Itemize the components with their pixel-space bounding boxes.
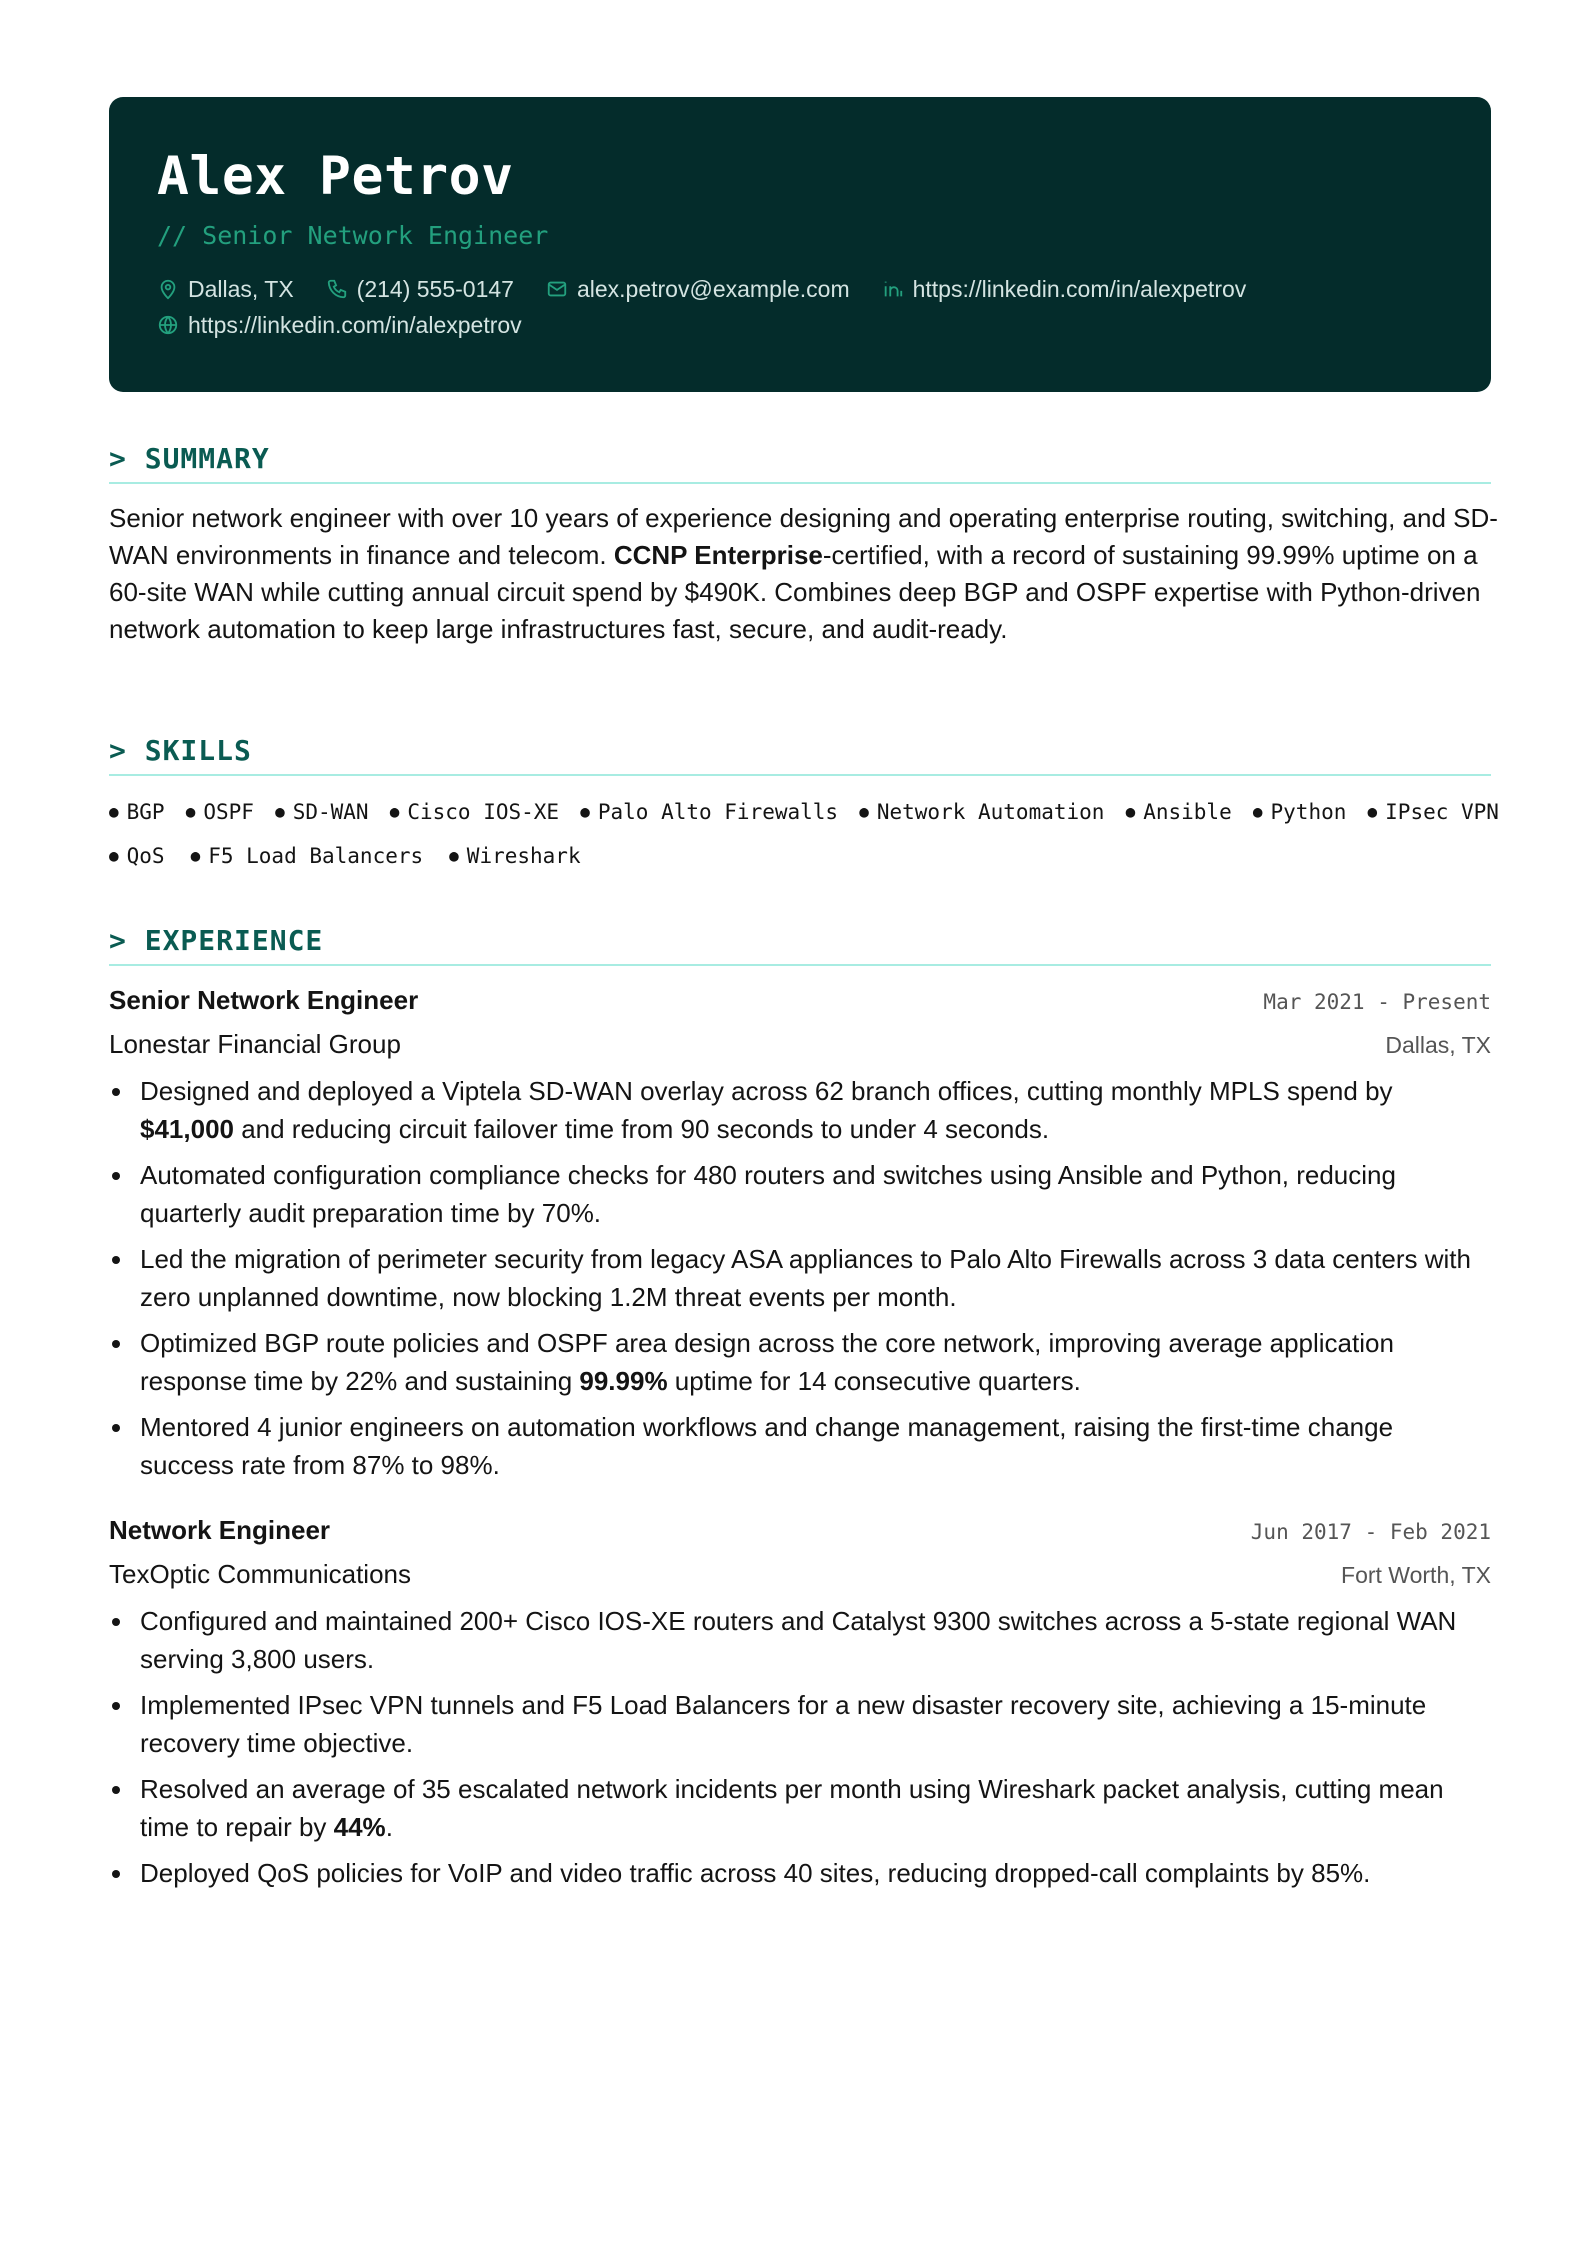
- skills-row-2: [109, 834, 1499, 878]
- contact-row-1: [157, 271, 1443, 307]
- bullet-item: Implemented IPsec VPN tunnels and F5 Load Balancers for a new disaster recovery site, achieving a 15-minute recovery time objective.: [109, 1686, 1491, 1762]
- summary-highlight: CCNP Enterprise: [613, 540, 823, 570]
- bullet-item: Resolved an average of 35 escalated network incidents per month using Wireshark packet analysis, cutting mean time to repair by 44%.: [109, 1770, 1491, 1846]
- contact-website[interactable]: [157, 312, 522, 339]
- skill-tag: ● Python: [1252, 800, 1347, 824]
- summary-text: [109, 500, 1509, 648]
- job-entry: [109, 1512, 1491, 1900]
- contact-email[interactable]: [546, 276, 850, 303]
- job-title: Senior Network Engineer: [109, 985, 419, 1015]
- website-text: https://linkedin.com/in/alexpetrov: [188, 311, 522, 338]
- skill-tag: ● OSPF: [185, 800, 254, 824]
- phone-text: (214) 555-0147: [356, 275, 514, 302]
- bullet-item: Optimized BGP route policies and OSPF area design across the core network, improving average application response time by 22% and sustaining 99.99% uptime for 14 consecutive quarters.: [109, 1324, 1491, 1400]
- job-dates: Jun 2017 - Feb 2021: [1250, 1520, 1491, 1544]
- candidate-role: // Senior Network Engineer: [157, 221, 549, 250]
- candidate-name: Alex Petrov: [157, 146, 514, 207]
- skill-tag: ● BGP: [109, 800, 165, 824]
- job-entry: [109, 982, 1491, 1492]
- contact-list: [157, 271, 1443, 343]
- job-location: Fort Worth, TX: [1341, 1562, 1491, 1588]
- skill-tag: ● Network Automation: [859, 800, 1105, 824]
- job-company: Lonestar Financial Group: [109, 1029, 401, 1059]
- email-text: alex.petrov@example.com: [576, 275, 850, 302]
- skill-tag: ● Cisco IOS-XE: [389, 800, 560, 824]
- skills-list: [109, 790, 1499, 878]
- job-company: TexOptic Communications: [109, 1559, 411, 1589]
- linkedin-icon: [882, 278, 904, 300]
- linkedin-text: https://linkedin.com/in/alexpetrov: [912, 275, 1247, 302]
- skill-tag: ● F5 Load Balancers: [190, 844, 424, 868]
- skill-tag: ● QoS: [109, 844, 165, 868]
- contact-location: [157, 276, 294, 303]
- skill-tag: ● IPsec VPN: [1367, 800, 1499, 824]
- job-dates: Mar 2021 - Present: [1263, 990, 1491, 1014]
- skill-tag: ● Palo Alto Firewalls: [580, 800, 839, 824]
- contact-linkedin[interactable]: [882, 276, 1247, 303]
- bullet-item: Led the migration of perimeter security from legacy ASA appliances to Palo Alto Firewalls across 3 data centers with zero unplanned downtime, now blocking 1.2M threat events per month.: [109, 1240, 1491, 1316]
- summary-heading: > SUMMARY: [109, 442, 1491, 484]
- mail-icon: [546, 278, 568, 300]
- job-bullets: [109, 1602, 1491, 1892]
- bullet-item: Deployed QoS policies for VoIP and video traffic across 40 sites, reducing dropped-call complaints by 85%.: [109, 1854, 1491, 1892]
- skill-tag: ● SD-WAN: [275, 800, 369, 824]
- contact-phone[interactable]: [326, 276, 514, 303]
- job-bullets: [109, 1072, 1491, 1484]
- contact-row-2: [157, 307, 1443, 343]
- skill-tag: ● Wireshark: [449, 844, 581, 868]
- skill-tag: ● Ansible: [1125, 800, 1232, 824]
- bullet-item: Configured and maintained 200+ Cisco IOS-XE routers and Catalyst 9300 switches across a 5-state regional WAN serving 3,800 users.: [109, 1602, 1491, 1678]
- location-text: Dallas, TX: [188, 275, 294, 302]
- globe-icon: [157, 314, 179, 336]
- summary-part-2: -certified, with a record of sustaining 99.99% uptime on a 60-site WAN while cutting annual circuit spend by $490K. Combines deep BGP and OSPF expertise with Python-driven network automation to keep large infrastructures fast, secure, and audit-ready.: [109, 540, 1481, 644]
- phone-icon: [326, 278, 348, 300]
- experience-heading: > EXPERIENCE: [109, 924, 1491, 966]
- bullet-item: Designed and deployed a Viptela SD-WAN overlay across 62 branch offices, cutting monthly MPLS spend by $41,000 and reducing circuit failover time from 90 seconds to under 4 seconds.: [109, 1072, 1491, 1148]
- header-banner: [109, 97, 1491, 392]
- bullet-item: Mentored 4 junior engineers on automation workflows and change management, raising the first-time change success rate from 87% to 98%.: [109, 1408, 1491, 1484]
- job-location: Dallas, TX: [1385, 1032, 1491, 1058]
- summary-part-1: Senior network engineer with over 10 years of experience designing and operating enterprise routing, switching, and SD-WAN environments in finance and telecom.: [109, 503, 1498, 570]
- map-pin-icon: [157, 278, 179, 300]
- skills-row-1: [109, 790, 1499, 834]
- bullet-item: Automated configuration compliance checks for 480 routers and switches using Ansible and Python, reducing quarterly audit preparation time by 70%.: [109, 1156, 1491, 1232]
- skills-heading: > SKILLS: [109, 734, 1491, 776]
- job-title: Network Engineer: [109, 1515, 331, 1545]
